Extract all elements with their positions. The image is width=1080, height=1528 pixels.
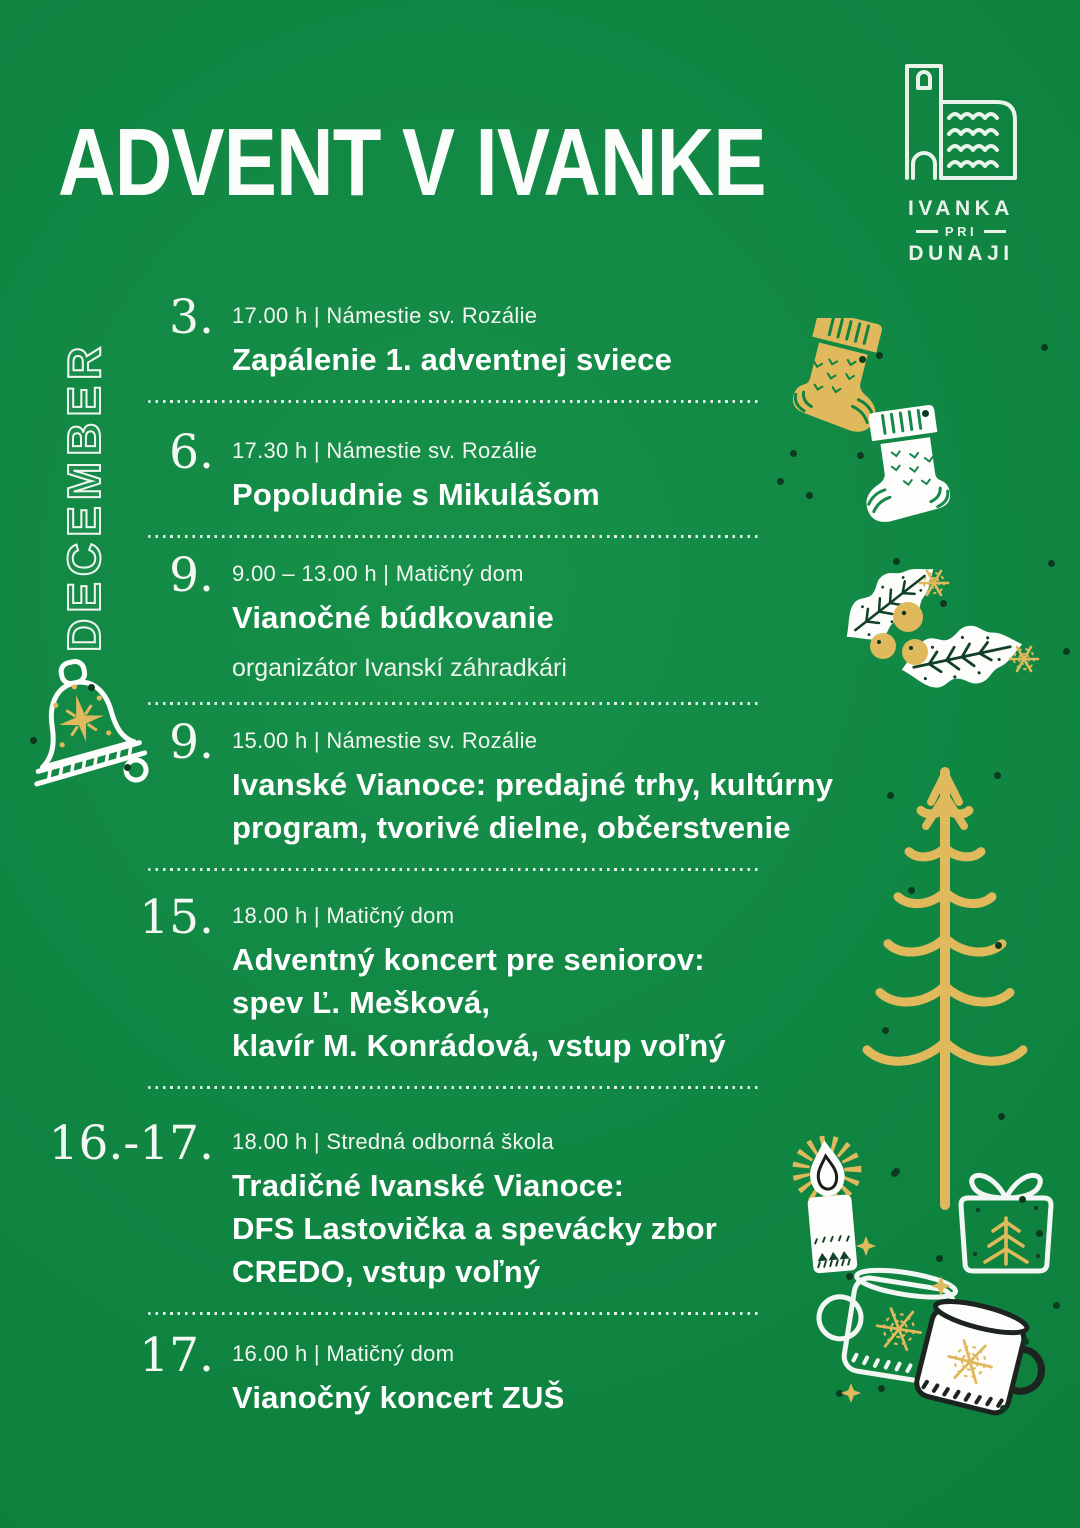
event-title-line: klavír M. Konrádová, vstup voľný xyxy=(232,1028,726,1063)
logo-dash-left xyxy=(916,230,938,233)
dotted-separator xyxy=(148,1086,760,1089)
event-date: 6. xyxy=(169,425,214,480)
decorative-dot xyxy=(88,684,95,691)
event-date: 16.-17. xyxy=(48,1116,214,1171)
holly-icon xyxy=(812,545,1057,717)
event-row xyxy=(139,1328,812,1419)
sparkle-icon xyxy=(841,1383,861,1403)
municipality-logo xyxy=(898,60,1024,267)
event-row xyxy=(48,1116,812,1315)
event-time-place: 15.00 h | Námestie sv. Rozálie xyxy=(232,728,538,753)
month-label xyxy=(28,0,138,700)
event-title-line: Ivanské Vianoce: predajné trhy, kultúrny xyxy=(232,767,834,802)
decorative-dot xyxy=(893,558,900,565)
event-time-place: 18.00 h | Stredná odborná škola xyxy=(232,1129,555,1154)
event-note: organizátor Ivanskí záhradkári xyxy=(232,654,567,682)
decorative-dot xyxy=(891,1170,898,1177)
dotted-separator xyxy=(148,400,760,403)
event-row xyxy=(169,425,812,538)
dotted-separator xyxy=(148,535,760,538)
event-row xyxy=(169,290,812,403)
dotted-separator xyxy=(148,868,760,871)
event-time-place: 17.30 h | Námestie sv. Rozálie xyxy=(232,438,538,463)
decorative-dot xyxy=(1041,344,1048,351)
event-title-line: Vianočný koncert ZUŠ xyxy=(232,1380,565,1415)
logo-text-line1: IVANKA xyxy=(908,197,1014,220)
decorative-dot xyxy=(846,1273,853,1280)
bell-icon xyxy=(14,656,156,808)
decorative-dot xyxy=(908,887,915,894)
decorative-dot xyxy=(936,1255,943,1262)
christmas-socks-icon xyxy=(768,318,978,538)
sparkle-icon xyxy=(856,1236,876,1256)
event-time-place: 17.00 h | Námestie sv. Rozálie xyxy=(232,303,538,328)
event-row xyxy=(169,548,812,705)
event-time-place: 18.00 h | Matičný dom xyxy=(232,903,455,928)
decorative-dot xyxy=(1000,1405,1007,1412)
event-date: 17. xyxy=(139,1328,214,1383)
decorative-dot xyxy=(876,352,883,359)
event-date: 3. xyxy=(169,290,214,345)
event-row xyxy=(139,890,812,1089)
logo-text-line3: DUNAJI xyxy=(908,242,1014,265)
decorative-dot xyxy=(1053,1302,1060,1309)
decorative-dot xyxy=(878,1385,885,1392)
event-date: 9. xyxy=(169,715,214,770)
decorative-dot xyxy=(887,792,894,799)
event-title-line: Popoludnie s Mikulášom xyxy=(232,477,600,512)
event-title-line: Tradičné Ivanské Vianoce: xyxy=(232,1168,625,1203)
decorative-dot xyxy=(882,1027,889,1034)
decorative-dot xyxy=(1063,648,1070,655)
event-date: 9. xyxy=(169,548,214,603)
decorative-dot xyxy=(1048,560,1055,567)
poster-title: ADVENT V IVANKE xyxy=(58,109,766,216)
event-time-place: 9.00 – 13.00 h | Matičný dom xyxy=(232,561,524,586)
event-title-line: Vianočné búdkovanie xyxy=(232,600,554,635)
event-date: 15. xyxy=(139,890,214,945)
decorative-dot xyxy=(790,450,797,457)
logo-text-line2: PRI xyxy=(898,224,1024,239)
decorative-dot xyxy=(857,452,864,459)
event-row xyxy=(169,715,834,871)
castle-waves-icon xyxy=(901,60,1021,182)
decorative-dot xyxy=(1036,1230,1043,1237)
decorative-dot xyxy=(922,410,929,417)
decorative-dot xyxy=(777,478,784,485)
event-title-line: spev Ľ. Mešková, xyxy=(232,985,491,1020)
event-title-line: program, tvorivé dielne, občerstvenie xyxy=(232,810,791,845)
sparkle-icon xyxy=(931,1276,951,1296)
dotted-separator xyxy=(148,1312,760,1315)
svg-text:DECEMBER: DECEMBER xyxy=(58,340,110,652)
decorative-dot xyxy=(124,764,131,771)
decorative-dot xyxy=(998,1113,1005,1120)
dotted-separator xyxy=(148,702,760,705)
decorative-dot xyxy=(1022,1338,1029,1345)
decorative-dot xyxy=(806,492,813,499)
event-title-line: Adventný koncert pre seniorov: xyxy=(232,942,705,977)
event-title-line: Zapálenie 1. adventnej sviece xyxy=(232,342,673,377)
event-title-line: CREDO, vstup voľný xyxy=(232,1254,541,1289)
decorative-dot xyxy=(1019,1196,1026,1203)
event-time-place: 16.00 h | Matičný dom xyxy=(232,1341,455,1366)
decorative-dot xyxy=(994,772,1001,779)
decorative-dot xyxy=(30,737,37,744)
decorative-dot xyxy=(859,356,866,363)
decorative-dot xyxy=(940,600,947,607)
logo-dash-right xyxy=(984,230,1006,233)
event-title-line: DFS Lastovička a spevácky zbor xyxy=(232,1211,718,1246)
decorative-dot xyxy=(995,942,1002,949)
